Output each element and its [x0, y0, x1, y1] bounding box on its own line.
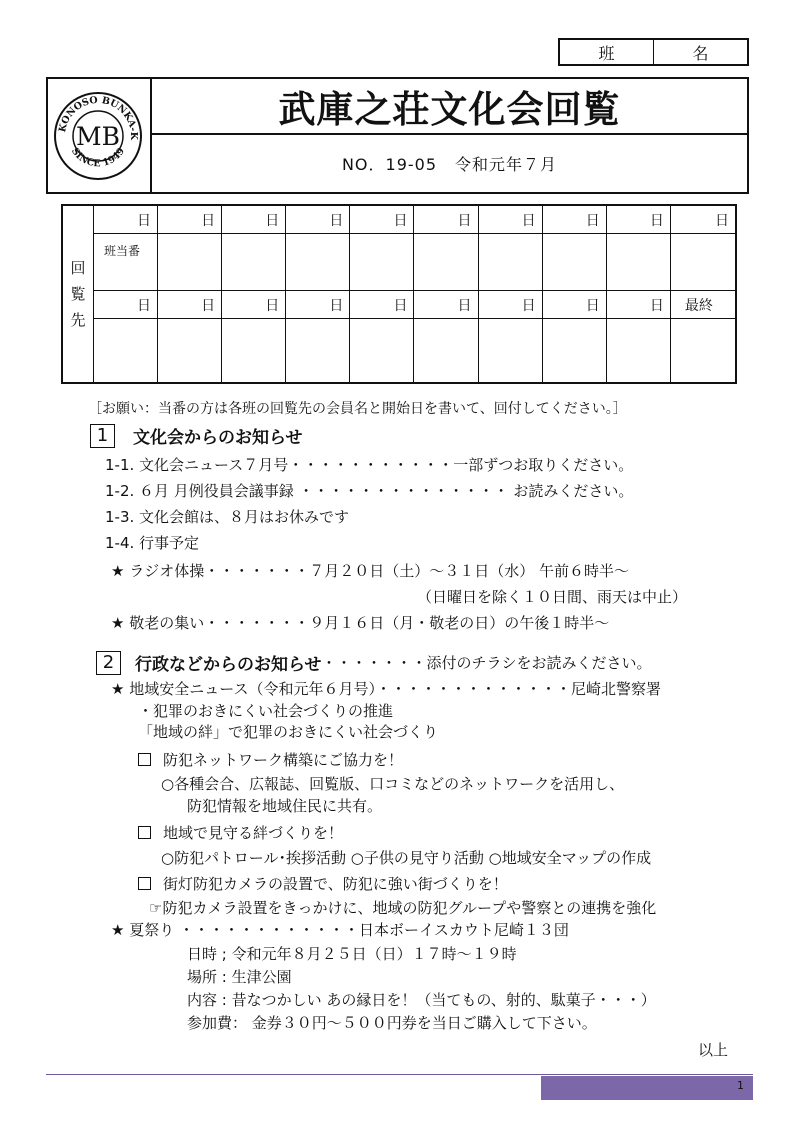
logo-arc-bottom: SINCE 1949	[68, 145, 128, 170]
name-cell	[350, 319, 414, 382]
checkbox-icon	[138, 826, 151, 839]
logo-initials: MB	[76, 122, 120, 151]
issue-number: NO．19-05	[341, 155, 438, 174]
day-cell: 日	[222, 206, 286, 234]
day-cell: 日	[479, 206, 543, 234]
circulation-side-label: 回 覧 先	[63, 206, 94, 382]
name-cell	[222, 234, 286, 291]
safety-news-sub: ・犯罪のおきにくい社会づくりの推進	[138, 702, 394, 720]
checkbox-item-camera: 街灯防犯カメラの設置で、防犯に強い街づくりを！	[138, 874, 508, 894]
name-cell	[158, 234, 222, 291]
name-cell	[543, 234, 607, 291]
festival-datetime: 日時 ; 令和元年８月２５日（日）１７時～１９時	[187, 945, 517, 963]
mb-logo	[48, 79, 148, 192]
last-cell: 最終	[671, 291, 735, 319]
name-cell	[222, 319, 286, 382]
festival-content: 内容 : 昔なつかしい あの縁日を！（当てもの、射的、駄菓子・・・）	[187, 991, 656, 1009]
section1-title: 文化会からのお知らせ	[133, 428, 303, 448]
group-label: 班	[560, 40, 654, 64]
issue-cell	[152, 135, 747, 192]
day-cell: 日	[158, 206, 222, 234]
footer-line	[46, 1074, 753, 1075]
day-cell: 日	[94, 291, 158, 319]
day-cell: 日	[479, 291, 543, 319]
name-cell	[94, 319, 158, 382]
name-cell	[479, 319, 543, 382]
camera-detail: ☞防犯カメラ設置をきっかけに、地域の防犯グループや警察との連携を強化	[149, 899, 657, 917]
section2-title: 行政などからのお知らせ	[135, 655, 322, 675]
network-detail-cont: 防犯情報を地域住民に共有。	[187, 797, 383, 815]
item-1-1: 1-1. 文化会ニュース７月号・・・・・・・・・・・一部ずつお取りください。	[105, 456, 634, 474]
day-cell: 日	[607, 206, 671, 234]
closing-text: 以上	[698, 1041, 729, 1059]
event-radio-exercise-note: （日曜日を除く１０日間、雨天は中止）	[417, 588, 688, 606]
day-cell: 日	[414, 291, 478, 319]
section2-title-suffix: ・・・・・・・添付のチラシをお読みください。	[321, 654, 652, 672]
checkbox-item-network: 防犯ネットワーク構築にご協力を！	[138, 750, 403, 770]
circulation-grid	[94, 206, 735, 382]
day-cell: 日	[671, 206, 735, 234]
day-cell: 日	[414, 206, 478, 234]
section1-heading	[90, 423, 303, 448]
checkbox-icon	[138, 753, 151, 766]
day-cell: 日	[350, 291, 414, 319]
day-cell: 日	[286, 206, 350, 234]
duty-cell: 班当番	[94, 234, 158, 291]
name-cell	[414, 319, 478, 382]
safety-news-theme: 「地域の絆」で犯罪のおきにくい社会づくり	[138, 723, 439, 741]
header-box	[46, 77, 749, 194]
group-name-box	[558, 38, 749, 66]
footer-bar	[541, 1076, 753, 1100]
day-cell: 日	[158, 291, 222, 319]
item-1-4: 1-4. 行事予定	[105, 534, 200, 552]
summer-festival: ★ 夏祭り ・・・・・・・・・・・・日本ボーイスカウト尼崎１３団	[111, 921, 569, 939]
name-cell	[543, 319, 607, 382]
day-cell: 日	[607, 291, 671, 319]
request-note: ［お願い：当番の方は各班の回覧先の会員名と開始日を書いて、回付してください。］	[88, 401, 627, 417]
name-cell	[607, 234, 671, 291]
checkbox-item-watch: 地域で見守る絆づくりを！	[138, 823, 343, 843]
festival-place: 場所 : 生津公園	[187, 968, 292, 986]
name-cell	[671, 319, 735, 382]
day-cell: 日	[286, 291, 350, 319]
name-cell	[479, 234, 543, 291]
title-cell	[152, 79, 747, 135]
name-cell	[286, 234, 350, 291]
day-cell: 日	[94, 206, 158, 234]
name-cell	[607, 319, 671, 382]
logo-cell	[48, 79, 152, 192]
name-cell	[350, 234, 414, 291]
event-radio-exercise: ★ ラジオ体操・・・・・・・７月２０日（土）～３１日（水） 午前６時半～	[111, 562, 629, 580]
festival-fee: 参加費： 金券３０円～５００円券を当日ご購入して下さい。	[187, 1014, 597, 1032]
section2-heading	[96, 650, 652, 675]
event-elderly-gathering: ★ 敬老の集い・・・・・・・９月１６日（月・敬老の日）の午後１時半～	[111, 614, 610, 632]
day-cell: 日	[222, 291, 286, 319]
name-cell	[286, 319, 350, 382]
logo-arc-top: KONOSO BUNKA-K	[57, 94, 140, 140]
name-label: 名	[692, 43, 709, 63]
item-1-3: 1-3. 文化会館は、８月はお休みです	[105, 508, 350, 526]
section1-number: 1	[90, 424, 115, 448]
day-cell: 日	[543, 291, 607, 319]
section2-number: 2	[96, 651, 121, 675]
checkbox-icon	[138, 877, 151, 890]
page-title: 武庫之荘文化会回覧	[278, 88, 621, 131]
day-cell: 日	[543, 206, 607, 234]
day-cell: 日	[350, 206, 414, 234]
issue-date: 令和元年７月	[455, 155, 558, 174]
network-detail: ○各種会合、広報誌、回覧版、口コミなどのネットワークを活用し、	[161, 775, 625, 793]
item-1-2: 1-2. ６月 月例役員会議事録 ・・・・・・・・・・・・・・ お読みください。	[105, 482, 634, 500]
name-cell	[671, 234, 735, 291]
safety-news: ★ 地域安全ニュース（令和元年６月号）・・・・・・・・・・・・・尼崎北警察署	[111, 680, 661, 698]
page-number: 1	[737, 1079, 744, 1092]
name-cell	[414, 234, 478, 291]
circulation-table	[61, 204, 737, 384]
name-cell	[158, 319, 222, 382]
watch-detail: ○防犯パトロール･挨拶活動 ○子供の見守り活動 ○地域安全マップの作成	[161, 849, 652, 867]
